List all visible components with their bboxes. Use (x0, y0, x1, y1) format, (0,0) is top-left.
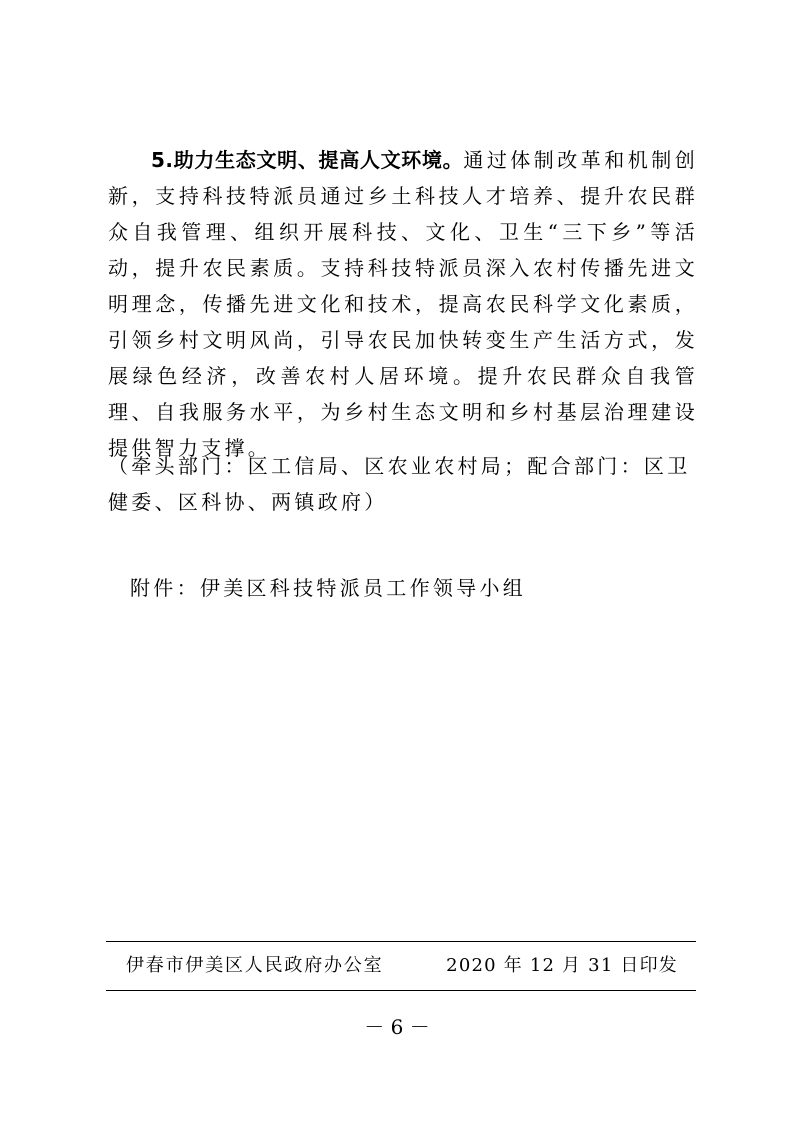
imprint-top-rule (106, 941, 696, 942)
section-5-paragraph (108, 142, 698, 466)
imprint-date: 2020 年 12 月 31 日印发 (446, 955, 678, 976)
attachment-line: 附件：伊美区科技特派员工作领导小组 (130, 576, 527, 600)
section-5 (108, 142, 698, 466)
imprint-issuer: 伊春市伊美区人民政府办公室 (126, 955, 384, 976)
department-note: （牵头部门：区工信局、区农业农村局；配合部门：区卫健委、区科协、两镇政府） (108, 454, 691, 514)
section-heading: 5.助力生态文明、提高人文环境。 (151, 148, 464, 172)
page-number: － 6 － (364, 1015, 430, 1039)
imprint-bottom-rule (106, 990, 696, 991)
section-body-text: 通过体制改革和机制创新，支持科技特派员通过乡土科技人才培养、提升农民群众自我管理、组织开展科技、文化、卫生“三下乡”等活动，提升农民素质。支持科技特派员深入农村传播先进文明理念，传播先进文化和技术，提高农民科学文化素质，引领乡村文明风尚，引导农民加快转变生产生活方式，发展绿色经济，改善农村人居环境。提升农民群众自我管理、自我服务水平，为乡村生态文明和乡村基层治理建设提供智力支撑。 (108, 148, 699, 460)
